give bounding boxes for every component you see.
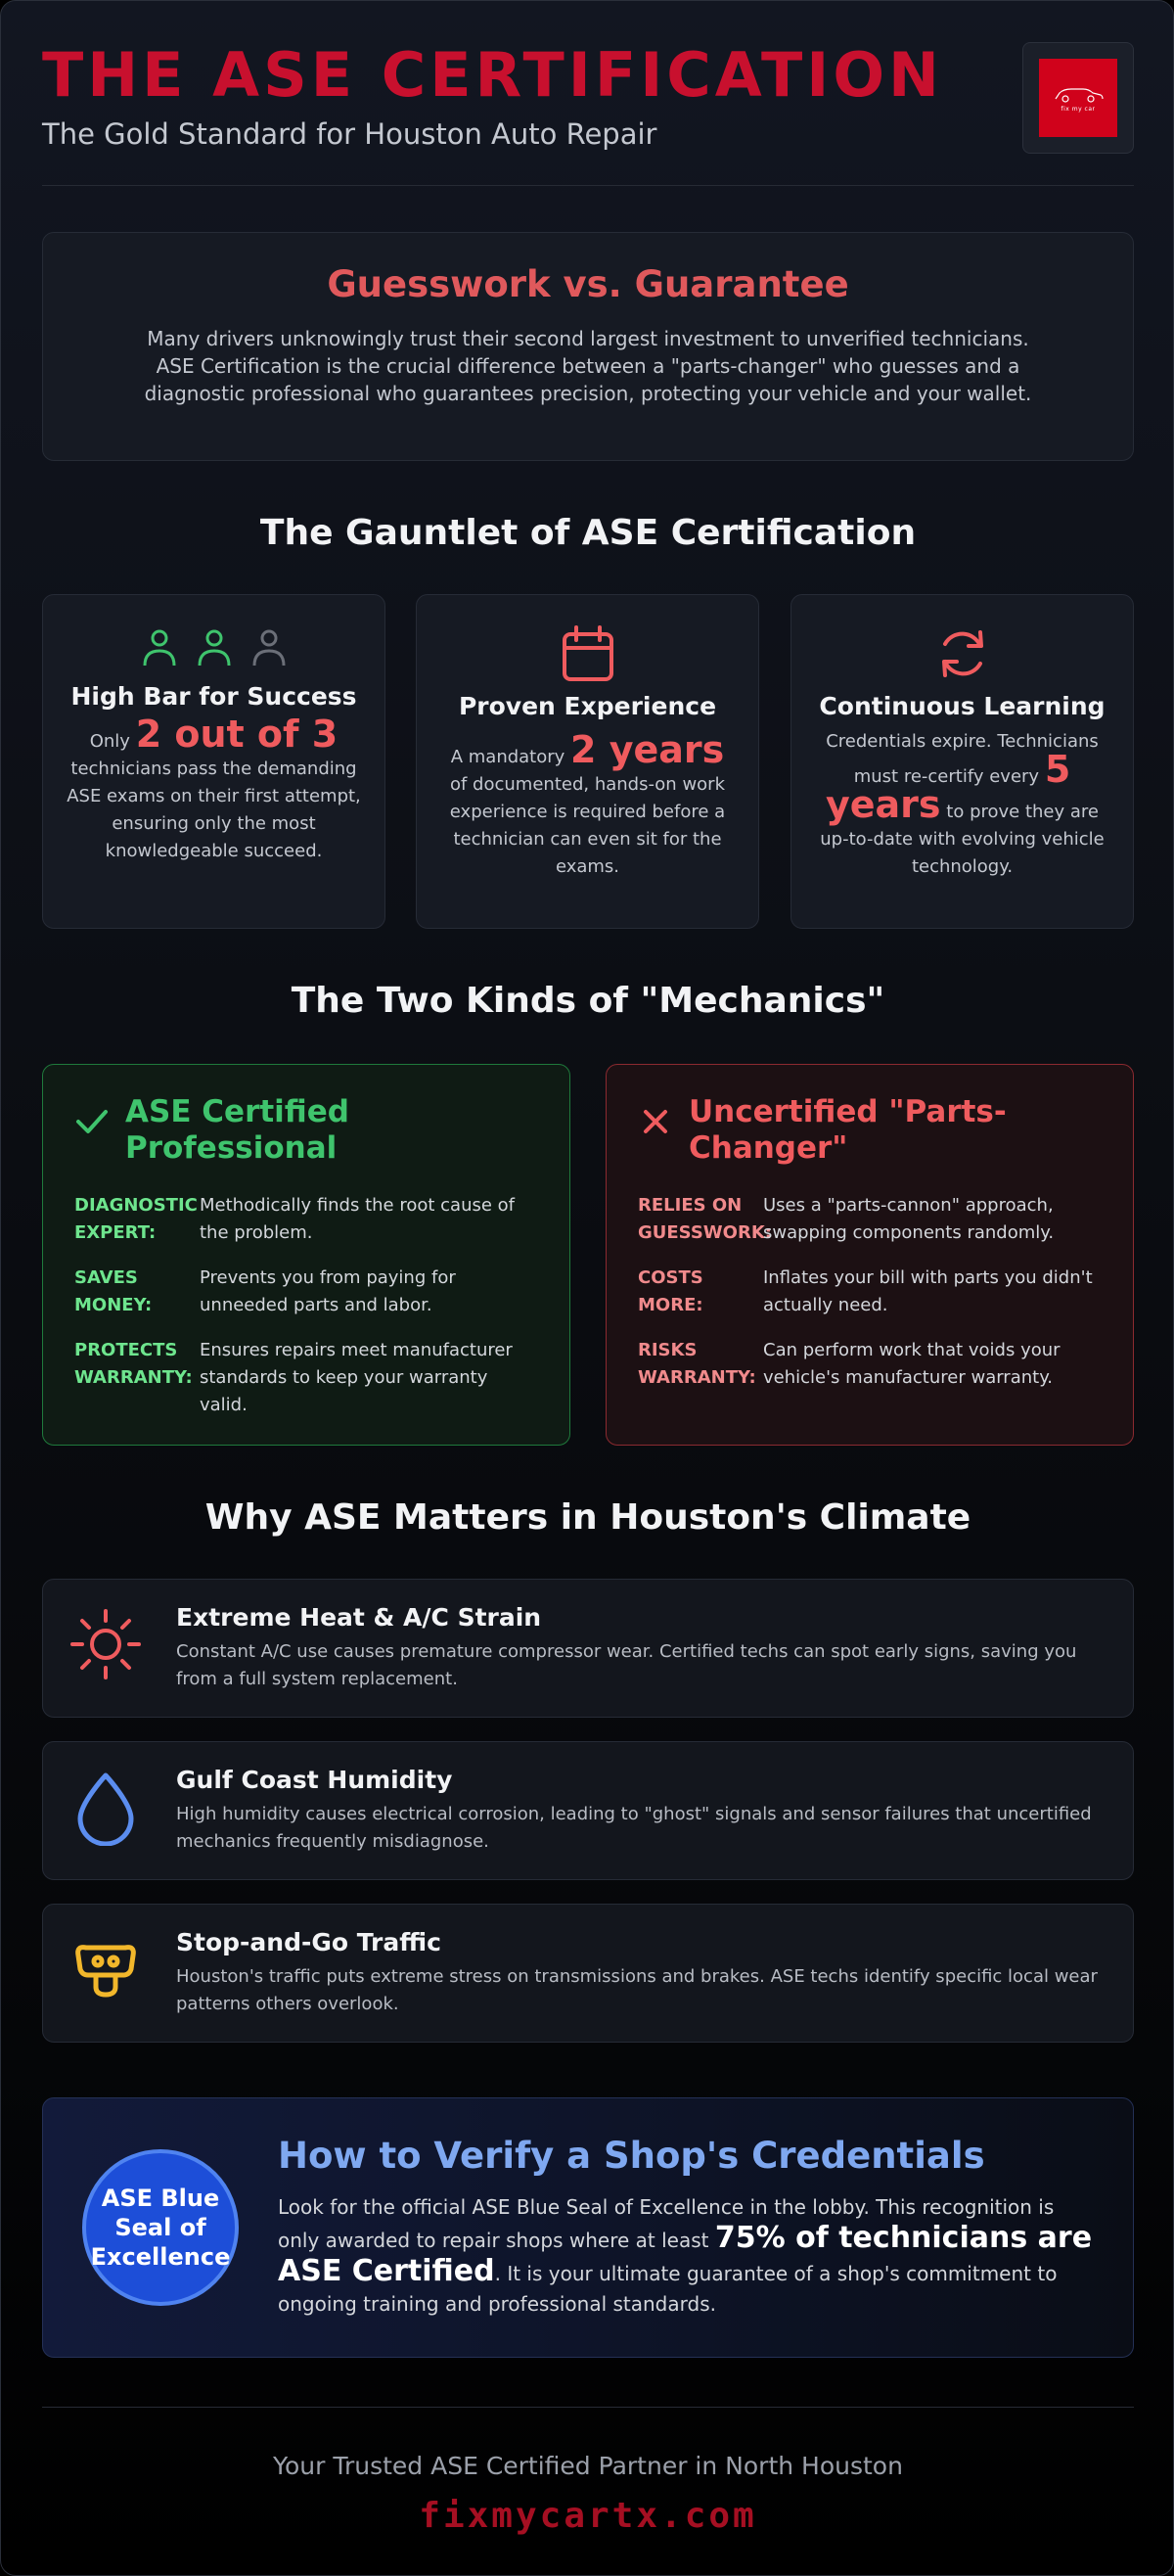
card-heading: Proven Experience — [458, 692, 717, 720]
climate-heading: Extreme Heat & A/C Strain — [176, 1603, 542, 1632]
card-stat: 2 out of 3 — [135, 713, 339, 756]
three-people-icon — [67, 622, 361, 673]
card-text-pre: A mandatory — [450, 747, 565, 767]
verify-heading: How to Verify a Shop's Credentials — [278, 2135, 985, 2177]
card-body — [440, 728, 735, 881]
calendar-icon — [440, 622, 735, 685]
climate-item-heat — [42, 1579, 1134, 1718]
traffic-icon — [67, 1930, 145, 2008]
verify-text-pre: Look for the official ASE Blue Seal of Excellence in the lobby. This recognition is only awarded to repair shops where at least — [278, 2195, 1055, 2252]
divider — [42, 2407, 1134, 2408]
climate-heading: Stop-and-Go Traffic — [176, 1928, 441, 1956]
person-icon — [142, 628, 177, 667]
row-value: Methodically finds the root cause of the problem. — [200, 1195, 516, 1243]
comparison-row — [638, 1192, 1102, 1247]
logo — [1022, 42, 1134, 154]
card-heading: Continuous Learning — [819, 692, 1106, 720]
blue-seal-badge: ASE Blue Seal of Excellence — [82, 2149, 239, 2306]
refresh-icon — [815, 622, 1109, 685]
gauntlet-card-experience — [416, 594, 759, 929]
person-icon — [251, 628, 287, 667]
verify-text-post: . It is your ultimate guarantee of a shop's commitment to ongoing training and professional standards. — [278, 2262, 1058, 2316]
uncertified-card — [606, 1064, 1134, 1446]
card-text-pre: Credentials expire. Technicians must re-certify every — [826, 731, 1099, 787]
logo-text: fix my car — [1061, 105, 1096, 113]
climate-item-humidity — [42, 1741, 1134, 1880]
checkmark-icon — [74, 1104, 110, 1139]
row-value: Inflates your bill with parts you didn't actually need. — [763, 1267, 1093, 1315]
footer-url[interactable]: fixmycartx.com — [419, 2496, 757, 2536]
card-text-post: technicians pass the demanding ASE exams on their first attempt, ensuring only the most knowledgeable succeed. — [67, 759, 361, 861]
intro-card — [42, 232, 1134, 461]
gauntlet-title: The Gauntlet of ASE Certification — [259, 513, 917, 553]
gauntlet-card-learning — [790, 594, 1134, 929]
card-text-post: to prove they are up-to-date with evolving vehicle technology. — [820, 802, 1105, 877]
card-stat: 5 years — [826, 748, 1071, 826]
row-value: Uses a "parts-cannon" approach, swapping components randomly. — [763, 1195, 1055, 1243]
comparison-row — [638, 1265, 1102, 1319]
header — [42, 39, 1134, 151]
uncertified-heading: Uncertified "Parts-Changer" — [689, 1094, 1007, 1166]
card-stat: 2 years — [570, 728, 725, 771]
certified-heading: ASE Certified Professional — [125, 1094, 349, 1166]
card-text-pre: Only — [89, 731, 130, 752]
card-body — [67, 713, 361, 865]
verify-body — [278, 2192, 1094, 2320]
divider — [42, 185, 1134, 186]
comparison-row — [74, 1337, 538, 1419]
car-icon — [1052, 84, 1105, 104]
card-heading: High Bar for Success — [70, 682, 357, 711]
climate-body: Houston's traffic puts extreme stress on transmissions and brakes. ASE techs identify specific local wear patterns others overlook. — [176, 1966, 1098, 2014]
comparison-row — [74, 1265, 538, 1319]
x-icon — [638, 1104, 673, 1139]
row-value: Ensures repairs meet manufacturer standards to keep your warranty valid. — [200, 1340, 513, 1415]
row-label: RISKS WARRANTY: — [638, 1340, 756, 1388]
comparison-row — [74, 1192, 538, 1247]
comparison-title: The Two Kinds of "Mechanics" — [291, 981, 885, 1021]
intro-heading: Guesswork vs. Guarantee — [327, 263, 849, 305]
row-label: DIAGNOSTIC EXPERT: — [74, 1195, 198, 1243]
row-label: COSTS MORE: — [638, 1267, 703, 1315]
page-title: THE ASE CERTIFICATION — [42, 39, 943, 111]
row-label: PROTECTS WARRANTY: — [74, 1340, 193, 1388]
droplet-icon — [67, 1768, 145, 1846]
person-icon — [197, 628, 232, 667]
row-label: SAVES MONEY: — [74, 1267, 153, 1315]
certified-card — [42, 1064, 570, 1446]
logo-mark — [1039, 59, 1117, 137]
intro-body: Many drivers unknowingly trust their second largest investment to unverified technicians. ASE Certification is the crucial difference between a "parts-changer" who guesses and a diagnostic professional who guarantees precision, protecting your vehicle and your wallet. — [144, 327, 1032, 405]
climate-body: Constant A/C use causes premature compressor wear. Certified techs can spot early signs, saving you from a full system replacement. — [176, 1641, 1077, 1689]
climate-heading: Gulf Coast Humidity — [176, 1766, 453, 1794]
verify-card — [42, 2097, 1134, 2358]
row-label: RELIES ON GUESSWORK: — [638, 1195, 772, 1243]
row-value: Can perform work that voids your vehicle's manufacturer warranty. — [763, 1340, 1061, 1388]
verify-highlight: 75% of technicians are ASE Certified — [278, 2221, 1093, 2288]
gauntlet-card-success — [42, 594, 385, 929]
climate-body: High humidity causes electrical corrosion, leading to "ghost" signals and sensor failures that uncertified mechanics frequently misdiagnose. — [176, 1804, 1092, 1852]
card-body — [815, 728, 1109, 881]
page-subtitle: The Gold Standard for Houston Auto Repair — [42, 117, 657, 151]
climate-title: Why ASE Matters in Houston's Climate — [204, 1497, 971, 1538]
card-text-post: of documented, hands-on work experience is required before a technician can even sit for the exams. — [449, 774, 726, 877]
comparison-row — [638, 1337, 1102, 1392]
sun-icon — [67, 1605, 145, 1683]
footer-tagline: Your Trusted ASE Certified Partner in North Houston — [273, 2452, 903, 2480]
row-value: Prevents you from paying for unneeded parts and labor. — [200, 1267, 456, 1315]
climate-item-traffic — [42, 1904, 1134, 2043]
